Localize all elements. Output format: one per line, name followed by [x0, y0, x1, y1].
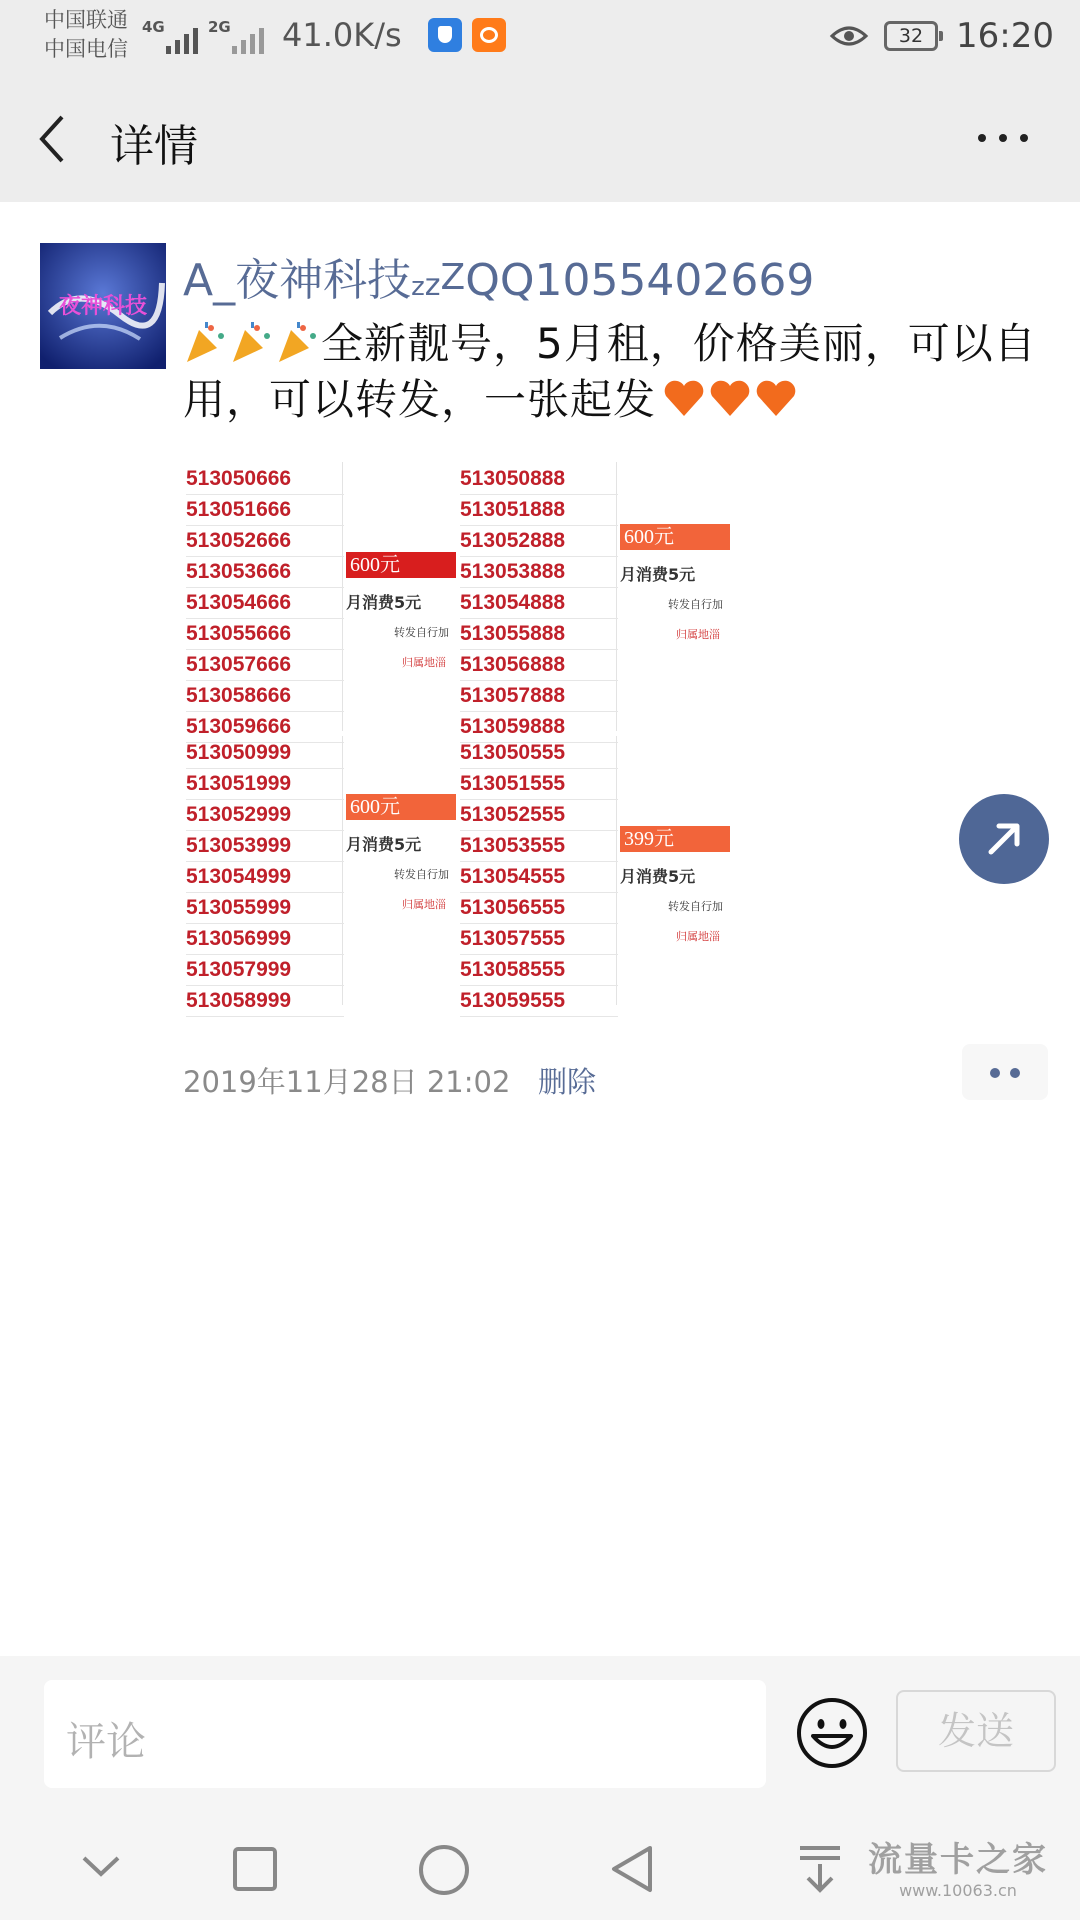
phone-number: 513055888	[460, 619, 618, 650]
image-quadrant	[458, 736, 730, 1012]
orange-heart-icon	[754, 376, 798, 420]
post-body-text: 全新靓号，5月租，价格美丽，可以自用，可以转发，一张起发	[183, 319, 1037, 424]
network-1-label: 4G	[142, 18, 165, 36]
carrier-1: 中国联通	[44, 8, 128, 32]
price-tag: 600元	[620, 524, 730, 550]
phone-number: 513050666	[186, 464, 344, 495]
send-button[interactable]: 发送	[896, 1690, 1056, 1772]
phone-number: 513050555	[460, 738, 618, 769]
fee-label: 月消费5元	[346, 593, 422, 612]
home-icon[interactable]	[418, 1844, 470, 1896]
phone-number: 513058999	[186, 986, 344, 1017]
comment-placeholder: 评论	[66, 1719, 146, 1765]
phone-number: 513052999	[186, 800, 344, 831]
notification-pull-icon[interactable]	[796, 1844, 844, 1894]
network-2-label: 2G	[208, 18, 231, 36]
phone-number: 513051888	[460, 495, 618, 526]
phone-number: 513059555	[460, 986, 618, 1017]
share-float-button[interactable]	[959, 794, 1049, 884]
back-triangle-icon[interactable]	[610, 1844, 654, 1894]
avatar[interactable]	[40, 243, 166, 369]
fee-label: 月消费5元	[620, 565, 696, 584]
network-speed: 41.0K/s	[282, 16, 402, 54]
location-note: 归属地淄	[676, 628, 720, 641]
post-username[interactable]: A_夜神科技zzZQQ1055402669	[183, 255, 815, 306]
carrier-labels	[44, 6, 128, 64]
comment-bar	[0, 1656, 1080, 1818]
carrier-2: 中国电信	[44, 37, 128, 61]
fee-label: 月消费5元	[346, 835, 422, 854]
price-tag: 600元	[346, 552, 456, 578]
image-quadrant	[184, 462, 456, 738]
title-bar	[0, 76, 1080, 202]
phone-number: 513050888	[460, 464, 618, 495]
post-text	[183, 316, 1043, 428]
phone-number: 513056888	[460, 650, 618, 681]
location-note: 归属地淄	[676, 930, 720, 943]
phone-number: 513058555	[460, 955, 618, 986]
phone-number: 513052555	[460, 800, 618, 831]
phone-number: 513058666	[186, 681, 344, 712]
phone-number: 513053888	[460, 557, 618, 588]
location-note: 归属地淄	[402, 656, 446, 669]
forward-note: 转发自行加	[394, 868, 449, 881]
forward-note: 转发自行加	[668, 900, 723, 913]
phone-number: 513055666	[186, 619, 344, 650]
more-options-icon[interactable]	[978, 134, 1028, 142]
location-note: 归属地淄	[402, 898, 446, 911]
eye-icon	[830, 24, 868, 48]
phone-number: 513052888	[460, 526, 618, 557]
username-suffix: QQ1055402669	[465, 255, 815, 306]
phone-number: 513051999	[186, 769, 344, 800]
emoji-smiley-icon[interactable]	[795, 1696, 869, 1770]
like-comment-button[interactable]	[962, 1044, 1048, 1100]
forward-note: 转发自行加	[668, 598, 723, 611]
phone-number: 513054888	[460, 588, 618, 619]
watermark	[868, 1832, 1048, 1900]
forward-note: 转发自行加	[394, 626, 449, 639]
arrow-up-right-icon	[959, 794, 1049, 884]
delete-link[interactable]: 删除	[538, 1065, 597, 1099]
chevron-down-icon[interactable]	[80, 1852, 122, 1882]
comment-input[interactable]	[44, 1680, 766, 1788]
avatar-logo-text: 夜神科技	[58, 294, 148, 319]
phone-number: 513052666	[186, 526, 344, 557]
party-popper-icon	[229, 320, 273, 364]
post-timestamp: 2019年11月28日 21:02	[183, 1065, 511, 1099]
phone-number: 513057666	[186, 650, 344, 681]
phone-number: 513056555	[460, 893, 618, 924]
watermark-title: 流量卡之家	[868, 1840, 1048, 1880]
back-arrow-icon[interactable]	[36, 113, 72, 165]
phone-number: 513056999	[186, 924, 344, 955]
price-tag: 600元	[346, 794, 456, 820]
phone-number: 513057555	[460, 924, 618, 955]
image-quadrant	[184, 736, 456, 1012]
phone-number: 513054555	[460, 862, 618, 893]
status-bar	[0, 0, 1080, 76]
phone-number: 513055999	[186, 893, 344, 924]
clock: 16:20	[956, 16, 1054, 56]
fee-label: 月消费5元	[620, 867, 696, 886]
page-title: 详情	[110, 121, 198, 172]
system-nav-bar	[0, 1818, 1080, 1920]
orange-heart-icon	[708, 376, 752, 420]
sleep-icon: z	[411, 272, 425, 302]
phone-number: 513054999	[186, 862, 344, 893]
orange-heart-icon	[662, 376, 706, 420]
phone-number: 513057888	[460, 681, 618, 712]
phone-number: 513053666	[186, 557, 344, 588]
phone-number: 513053555	[460, 831, 618, 862]
phone-number: 513051666	[186, 495, 344, 526]
battery-icon: 32	[884, 21, 938, 51]
phone-number: 513053999	[186, 831, 344, 862]
phone-number: 513059888	[460, 712, 618, 743]
post-image[interactable]	[184, 462, 728, 1012]
watermark-url: www.10063.cn	[899, 1881, 1017, 1900]
party-popper-icon	[183, 320, 227, 364]
price-tag: 399元	[620, 826, 730, 852]
shield-app-icon	[428, 18, 462, 52]
phone-number: 513050999	[186, 738, 344, 769]
image-quadrant	[458, 462, 730, 738]
phone-number: 513051555	[460, 769, 618, 800]
camera-app-icon	[472, 18, 506, 52]
username-prefix: A_夜神科技	[183, 255, 412, 306]
recent-apps-icon[interactable]	[232, 1846, 278, 1892]
phone-number: 513057999	[186, 955, 344, 986]
phone-number: 513054666	[186, 588, 344, 619]
phone-number: 513059666	[186, 712, 344, 743]
party-popper-icon	[275, 320, 319, 364]
